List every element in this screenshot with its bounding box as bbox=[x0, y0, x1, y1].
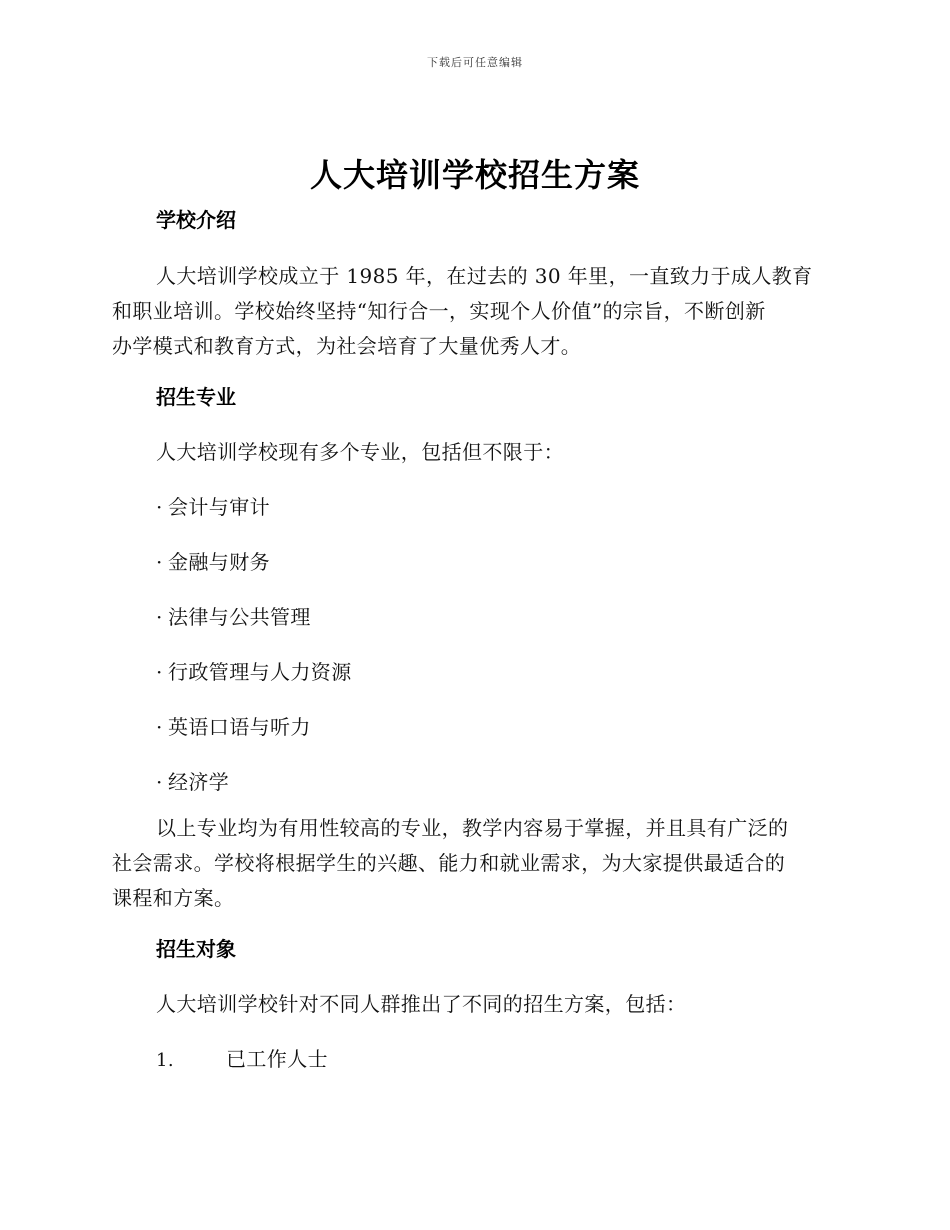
majors-summary-line-3: 课程和方案。 bbox=[112, 886, 235, 910]
bullet-icon: · bbox=[156, 550, 163, 574]
list-item-text: 行政管理与人力资源 bbox=[168, 660, 352, 684]
majors-summary-line-1: 以上专业均为有用性较高的专业，教学内容易于掌握，并且具有广泛的 bbox=[156, 816, 789, 840]
list-item-text: 法律与公共管理 bbox=[168, 605, 311, 629]
list-item-text: 已工作人士 bbox=[226, 1047, 328, 1071]
list-item-text: 经济学 bbox=[168, 770, 230, 794]
bullet-icon: · bbox=[156, 495, 163, 519]
bullet-icon: · bbox=[156, 770, 163, 794]
list-item bbox=[156, 766, 832, 811]
list-item bbox=[156, 601, 832, 656]
majors-lead: 人大培训学校现有多个专业，包括但不限于： bbox=[156, 440, 564, 464]
list-item bbox=[156, 656, 832, 711]
majors-summary-paragraph bbox=[112, 811, 832, 916]
list-item-number: 1. bbox=[156, 1050, 174, 1071]
intro-line-1: 人大培训学校成立于 1985 年，在过去的 30 年里，一直致力于成人教育 bbox=[156, 264, 813, 288]
intro-line-2: 和职业培训。学校始终坚持“知行合一，实现个人价值”的宗旨，不断创新 bbox=[112, 299, 766, 323]
bullet-icon: · bbox=[156, 715, 163, 739]
intro-paragraph bbox=[112, 259, 832, 364]
bullet-icon: · bbox=[156, 660, 163, 684]
list-item bbox=[156, 546, 832, 601]
document-body bbox=[112, 204, 832, 1083]
intro-line-3: 办学模式和教育方式，为社会培育了大量优秀人才。 bbox=[112, 334, 582, 358]
section-heading-intro: 学校介绍 bbox=[156, 208, 236, 232]
list-item-text: 英语口语与听力 bbox=[168, 715, 311, 739]
list-item bbox=[156, 711, 832, 766]
header-note: 下载后可任意编辑 bbox=[427, 56, 523, 69]
majors-summary-line-2: 社会需求。学校将根据学生的兴趣、能力和就业需求，为大家提供最适合的 bbox=[112, 851, 786, 875]
list-item-text: 金融与财务 bbox=[168, 550, 270, 574]
list-item-text: 会计与审计 bbox=[168, 495, 270, 519]
targets-lead: 人大培训学校针对不同人群推出了不同的招生方案，包括： bbox=[156, 992, 687, 1016]
numbered-list-item bbox=[156, 1043, 832, 1083]
bullet-icon: · bbox=[156, 605, 163, 629]
section-heading-majors: 招生专业 bbox=[156, 385, 236, 409]
section-heading-targets: 招生对象 bbox=[156, 937, 236, 961]
document-title: 人大培训学校招生方案 bbox=[309, 156, 640, 194]
list-item bbox=[156, 491, 832, 546]
